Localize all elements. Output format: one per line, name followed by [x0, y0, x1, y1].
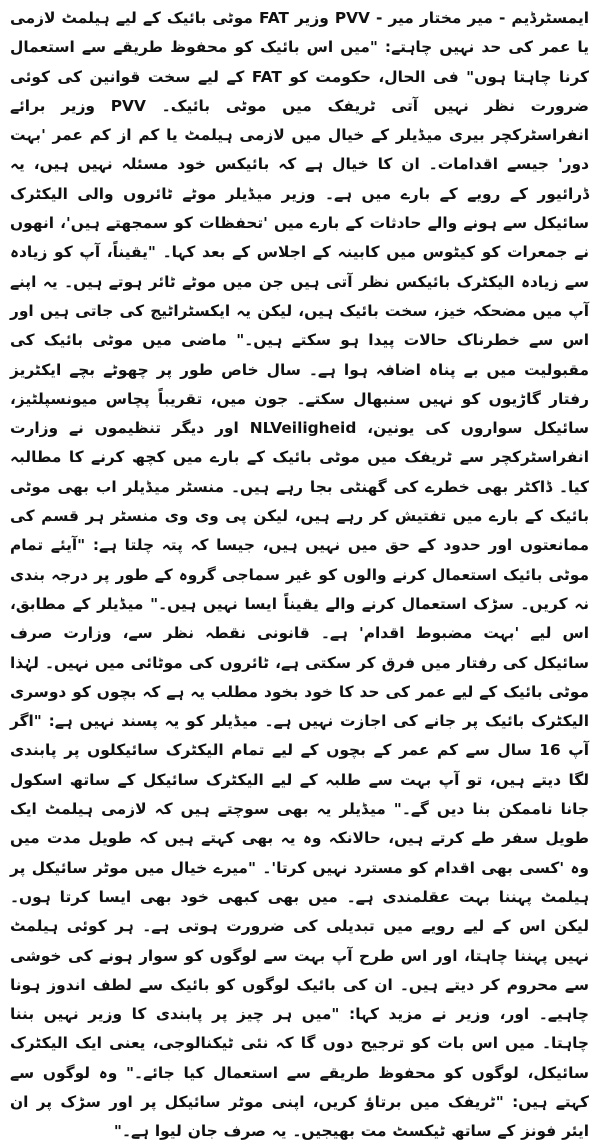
article-body-text: ایمسٹرڈیم - میر مختار میر - PVV وزیر FAT موٹی بائیک کے لیے ہیلمٹ لازمی یا عمر کی حد نہیں چاہتے: "میں اس بائیک کو محفوظ طریقے سے استعمال کرنا چاہتا ہوں" فی الحال، حکومت کو FAT کے لیے سخت قوانین کی کوئی ضرورت نظر نہیں آتی ٹریفک میں موٹی بائیک۔ PVV وزیر برائے انفراسٹرکچر بیری میڈیلر کے خیال میں لازمی ہیلمٹ یا کم از کم عمر 'بہت دور' جیسے اقدامات۔ ان کا خیال ہے کہ بائیکس خود مسئلہ نہیں ہیں، یہ ڈرائیور کے رویے کے بارے میں ہے۔ وزیر میڈیلر موٹے ٹائروں والی الیکٹرک سائیکل سے ہونے والے حادثات کے بارے میں 'تحفظات کو سمجھتے ہیں'، انھوں نے جمعرات کو کیٹوس میں کابینہ کے اجلاس کے بعد کہا۔ "یقیناً، آپ کو زیادہ سے زیادہ الیکٹرک بائیکس نظر آتی ہیں جن میں موٹے ٹائر ہوتے ہیں۔ یہ اپنے آپ میں مضحکہ خیز، سخت بائیک ہیں، لیکن یہ ایکسٹراٹیج کی جاتی ہیں اور اس سے خطرناک حالات پیدا ہو سکتے ہیں۔" ماضی میں موٹی بائیک کی مقبولیت میں بے پناہ اضافہ ہوا ہے۔ سال خاص طور پر چھوٹے بچے ایکٹریز رفتار گاڑیوں کو نہیں سنبھال سکتے۔ جون میں، تقریباً پچاس میونسپلٹیز، سائیکل سواروں کی یونین، NLVeiligheid اور دیگر تنظیموں نے وزارت انفراسٹرکچر سے ٹریفک میں موٹی بائیک کے بارے میں کچھ کرنے کا مطالبہ کیا۔ ڈاکٹر بھی خطرے کی گھنٹی بجا رہے ہیں۔ منسٹر میڈیلر اب بھی موٹی بائیک کے بارے میں تفتیش کر رہے ہیں، لیکن پی وی وی منسٹر ہر قسم کی ممانعتوں اور حدود کے حق میں نہیں ہیں، جیسا کہ پتہ چلتا ہے: "آیئے تمام موٹی بائیک استعمال کرنے والوں کو غیر سماجی گروہ کے طور پر درجہ بندی نہ کریں۔ سڑک استعمال کرنے والے یقیناً ایسا نہیں ہیں۔" میڈیلر کے مطابق، اس لیے 'بہت مضبوط اقدام' ہے۔ قانونی نقطہ نظر سے، وزارت صرف سائیکل کی رفتار میں فرق کر سکتی ہے، ٹائروں کی موٹائی میں نہیں۔ لہٰذا موٹی بائیک کے لیے عمر کی حد کا خود بخود مطلب یہ ہے کہ بچوں کو دوسری الیکٹرک بائیک پر جانے کی اجازت نہیں ہے۔ میڈیلر کو یہ پسند نہیں ہے: "اگر آپ 16 سال سے کم عمر کے بچوں کے لیے تمام الیکٹرک سائیکلوں پر پابندی لگا دیتے ہیں، تو آپ بہت سے طلبہ کے لیے الیکٹرک سائیکل کے ساتھ اسکول جانا ناممکن بنا دیں گے۔" میڈیلر یہ بھی سوچتے ہیں کہ لازمی ہیلمٹ ایک طویل سفر طے کرتے ہیں، حالانکہ وہ یہ بھی کہتے ہیں کہ طویل مدت میں وہ 'کسی بھی اقدام کو مسترد نہیں کرتا'۔ "میرے خیال میں موٹر سائیکل پر ہیلمٹ پہننا بہت عقلمندی ہے۔ میں بھی کبھی خود بھی ایسا کرتا ہوں۔ لیکن اس کے لیے رویے میں تبدیلی کی ضرورت ہوتی ہے۔ ہر کوئی ہیلمٹ نہیں پہننا چاہتا، اور اس طرح آپ بہت سے لوگوں کو سوار ہونے کی خوشی سے محروم کر دیتے ہیں۔ ان کی بائیک لوگوں کو بائیک سے لطف اندوز ہونا چاہیے۔ اور، وزیر نے مزید کہا: "میں ہر چیز پر پابندی کا وزیر نہیں بننا چاہتا۔ میں اس بات کو ترجیح دوں گا کہ نئی ٹیکنالوجی، یعنی ایک الیکٹرک سائیکل، لوگوں کو محفوظ طریقے سے استعمال کیا جائے۔" وہ لوگوں سے کہتے ہیں: "ٹریفک میں برتاؤ کریں، اپنی موٹر سائیکل پر اور سڑک پر ان ایئر فونز کے ساتھ ٹیکسٹ مت بھیجیں۔ یہ صرف جان لیوا ہے۔" — [10, 9, 589, 1141]
